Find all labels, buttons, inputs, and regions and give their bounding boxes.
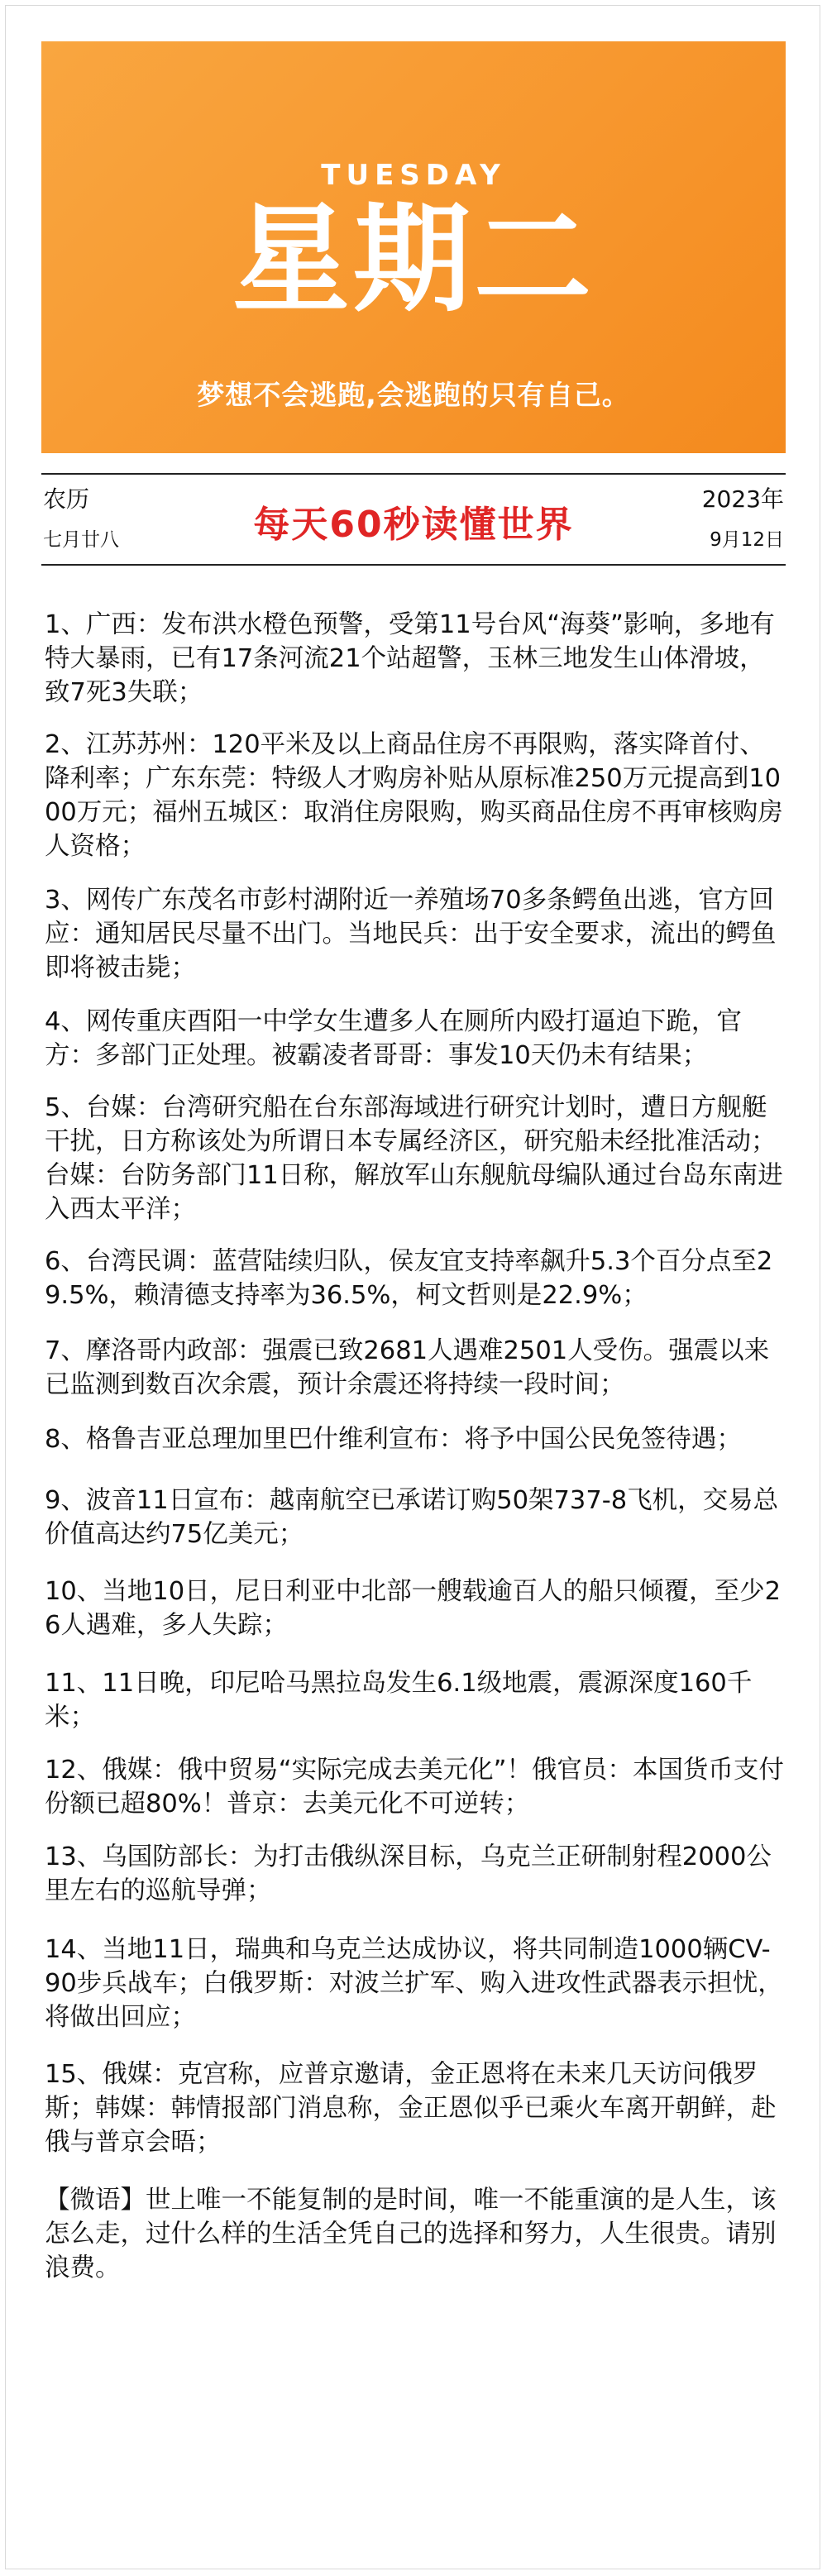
news-item: 10、当地10日，尼日利亚中北部一艘载逾百人的船只倾覆，至少26人遇难，多人失踪； [45, 1577, 782, 1640]
news-item: 11、11日晚，印尼哈马黑拉岛发生6.1级地震，震源深度160千米； [45, 1669, 753, 1732]
news-item: 1、广西：发布洪水橙色预警，受第11号台风“海葵”影响，多地有特大暴雨，已有17条河流21个站超警，玉林三地发生山体滑坡，致7死3失联； [45, 610, 775, 707]
news-item: 3、网传广东茂名市彭村湖附近一养殖场70多条鳄鱼出逃，官方回应：通知居民尽量不出门。当地民兵：出于安全要求，流出的鳄鱼即将被击毙； [45, 886, 777, 982]
news-item: 6、台湾民调：蓝营陆续归队，侯友宜支持率飙升5.3个百分点至29.5%，赖清德支持率为36.5%，柯文哲则是22.9%； [45, 1247, 773, 1310]
news-item: 15、俄媒：克宫称，应普京邀请，金正恩将在未来几天访问俄罗斯；韩媒：韩情报部门消息称，金正恩似乎已乘火车离开朝鲜，赴俄与普京会晤； [45, 2060, 777, 2157]
news-item: 5、台媒：台湾研究船在台东部海域进行研究计划时，遭日方舰艇干扰，日方称该处为所谓日本专属经济区，研究船未经批准活动；台媒：台防务部门11日称，解放军山东舰航母编队通过台岛东南进入西太平洋； [45, 1093, 783, 1224]
closing-quote: 【微语】世上唯一不能复制的是时间，唯一不能重演的是人生，该怎么走，过什么样的生活全凭自己的选择和努力，人生很贵。请别浪费。 [45, 2186, 777, 2282]
header-banner [41, 41, 786, 453]
news-item: 9、波音11日宣布：越南航空已承诺订购50架737-8飞机，交易总价值高达约75亿美元； [45, 1486, 779, 1549]
year-text: 2023年 [701, 485, 784, 513]
news-item: 12、俄媒：俄中贸易“实际完成去美元化”！俄官员：本国货币支付份额已超80%！普京：去美元化不可逆转； [45, 1756, 784, 1818]
month-day-text: 9月12日 [710, 529, 784, 551]
lunar-date: 七月廿八 [43, 529, 119, 551]
top-divider [41, 473, 786, 475]
news-list [45, 608, 785, 2285]
weekday-chinese: 星期二 [232, 192, 595, 328]
motto-text: 梦想不会逃跑,会逃跑的只有自己。 [197, 379, 630, 411]
lunar-label: 农历 [43, 485, 90, 513]
weekday-english: TUESDAY [321, 159, 506, 192]
news-item: 2、江苏苏州：120平米及以上商品住房不再限购，落实降首付、降利率；广东东莞：特级人才购房补贴从原标准250万元提高到1000万元；福州五城区：取消住房限购，购买商品住房不再审核购房人资格； [45, 730, 783, 861]
news-item: 8、格鲁吉亚总理加里巴什维利宣布：将予中国公民免签待遇； [45, 1425, 742, 1454]
news-item: 13、乌国防部长：为打击俄纵深目标，乌克兰正研制射程2000公里左右的巡航导弹； [45, 1842, 772, 1905]
news-item: 4、网传重庆酉阳一中学女生遭多人在厕所内殴打逼迫下跪，官方：多部门正处理。被霸凌者哥哥：事发10天仍未有结果； [45, 1007, 742, 1070]
page-title: 每天60秒读懂世界 [253, 504, 574, 546]
news-item: 7、摩洛哥内政部：强震已致2681人遇难2501人受伤。强震以来已监测到数百次余震，预计余震还将持续一段时间； [45, 1336, 770, 1399]
bottom-divider [41, 564, 786, 566]
news-item: 14、当地11日，瑞典和乌克兰达成协议，将共同制造1000辆CV-90步兵战车；白俄罗斯：对波兰扩军、购入进攻性武器表示担忧，将做出回应； [45, 1935, 783, 2032]
